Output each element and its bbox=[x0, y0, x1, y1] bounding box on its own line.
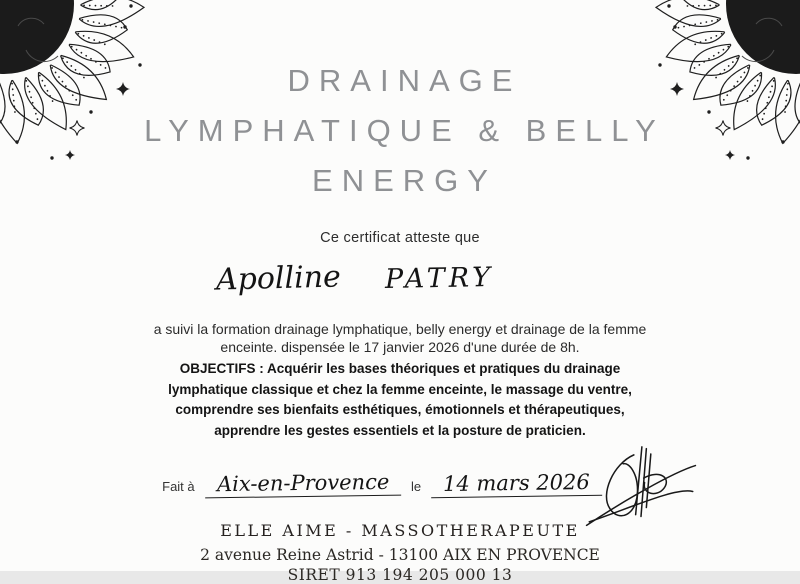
formation-text bbox=[0, 320, 800, 356]
recipient-name bbox=[0, 254, 755, 302]
objectives-line-3: comprendre ses bienfaits esthétiques, émotionnels et thérapeutiques, bbox=[175, 402, 625, 417]
title-line-2: LYMPHATIQUE & BELLY bbox=[144, 113, 665, 148]
fait-a-label: Fait à bbox=[162, 479, 195, 494]
formation-line-1: a suivi la formation drainage lymphatique, belly energy et drainage de la femme bbox=[153, 321, 647, 337]
objectives-text bbox=[0, 359, 800, 441]
objectives-line-4: apprendre les gestes essentiels et la posture de praticien. bbox=[214, 422, 586, 438]
recipient-first-name: Apolline bbox=[215, 258, 342, 298]
signature-scribble bbox=[583, 441, 699, 533]
address-line: 2 avenue Reine Astrid - 13100 AIX EN PROVENCE bbox=[200, 546, 600, 564]
objectives-line-2: lymphatique classique et chez la femme enceinte, le massage du ventre, bbox=[168, 381, 632, 397]
sun-moon-illustration-right bbox=[622, 0, 800, 178]
certify-statement: Ce certificat atteste que bbox=[320, 230, 480, 246]
title-line-1: DRAINAGE bbox=[287, 63, 522, 98]
recipient-last-name: PATRY bbox=[384, 261, 495, 295]
objectives-line-1: OBJECTIFS : Acquérir les bases théoriques et pratiques du drainage bbox=[179, 361, 621, 376]
sun-moon-illustration-left bbox=[0, 0, 178, 178]
siret-line: SIRET 913 194 205 000 13 bbox=[287, 566, 513, 584]
formation-line-2: enceinte. dispensée le 17 janvier 2026 d'une durée de 8h. bbox=[220, 339, 580, 355]
brand-name: ELLE AIME - MASSOTHERAPEUTE bbox=[220, 521, 580, 540]
issue-date: 14 mars 2026 bbox=[431, 470, 602, 498]
issue-place: Aix-en-Provence bbox=[204, 470, 401, 499]
title-line-3: ENERGY bbox=[312, 163, 497, 198]
le-label: le bbox=[410, 479, 422, 494]
